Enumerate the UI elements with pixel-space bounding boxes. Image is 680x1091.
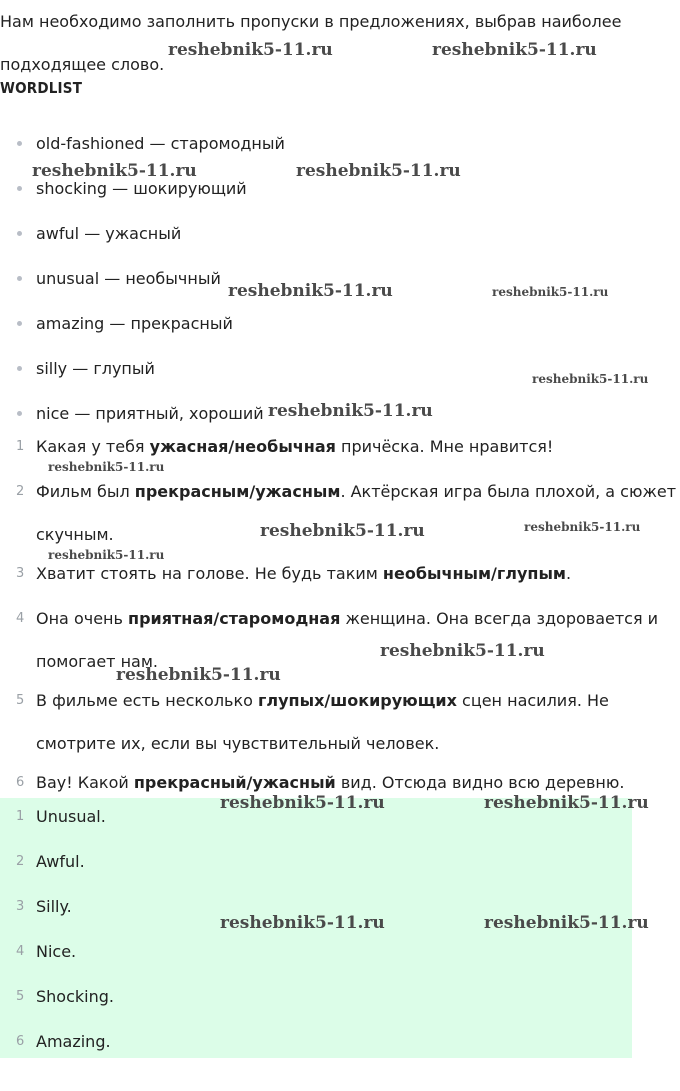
watermark: reshebnik5-11.ru [524,520,641,534]
bullet-icon [17,141,22,146]
watermark: reshebnik5-11.ru [168,40,333,60]
watermark: reshebnik5-11.ru [268,401,433,421]
sentence-text: Какая у тебя [36,437,150,456]
watermark: reshebnik5-11.ru [48,548,165,562]
sentence-number: 3 [16,566,25,581]
bullet-icon [17,276,22,281]
wordlist-item-text: silly — глупый [36,359,155,378]
wordlist-item [0,347,670,392]
answer-number: 4 [16,944,25,959]
bullet-icon [17,186,22,191]
watermark: reshebnik5-11.ru [432,40,597,60]
sentence-item [0,470,680,552]
bullet-icon [17,366,22,371]
sentence-text: Вау! Какой [36,773,134,792]
watermark: reshebnik5-11.ru [116,665,281,685]
sentence-text: вид. Отсюда видно всю деревню. [335,773,625,792]
wordlist-item-text: shocking — шокирующий [36,179,247,198]
wordlist-item-text: unusual — необычный [36,269,221,288]
sentence-number: 4 [16,611,25,626]
exercise-sentences [0,425,680,806]
intro-text: Нам необходимо заполнить пропуски в предложениях, выбрав наиболее подходящее слово. [0,12,622,74]
wordlist-item [0,122,670,167]
answer-item [0,975,680,1020]
sentence-text: В фильме есть несколько [36,691,259,710]
sentence-number: 1 [16,439,25,454]
sentence-number: 5 [16,693,25,708]
wordlist-heading: WORDLIST [0,79,83,97]
sentence-number: 2 [16,484,25,499]
wordlist-item-text: nice — приятный, хороший [36,404,264,423]
wordlist-item-text: awful — ужасный [36,224,182,243]
sentence-options: прекрасным/ужасным [134,482,341,501]
sentence-text: женщина. Она всегда здоровается и помогает нам. [36,609,659,671]
wordlist [0,122,670,437]
wordlist-item [0,302,670,347]
answer-text: Amazing. [36,1032,111,1051]
sentence-item [0,597,680,679]
watermark: reshebnik5-11.ru [484,913,649,933]
sentence-options: прекрасный/ужасный [133,773,336,792]
sentence-options: ужасная/необычная [149,437,336,456]
watermark: reshebnik5-11.ru [32,161,197,181]
sentence-item [0,425,680,470]
answers-list [0,795,680,1065]
bullet-icon [17,231,22,236]
answer-text: Awful. [36,852,85,871]
sentence-text: . Актёрская игра была плохой, а сюжет скучным. [36,482,677,544]
answer-item [0,1020,680,1065]
answer-item [0,795,680,840]
sentence-text: Она очень [36,609,129,628]
answer-item [0,930,680,975]
watermark: reshebnik5-11.ru [228,281,393,301]
watermark: reshebnik5-11.ru [532,372,649,386]
wordlist-item [0,257,670,302]
answer-number: 3 [16,899,25,914]
answer-number: 6 [16,1034,25,1049]
answer-item [0,885,680,930]
watermark: reshebnik5-11.ru [484,793,649,813]
answer-item [0,840,680,885]
wordlist-item [0,212,670,257]
sentence-item [0,552,680,597]
bullet-icon [17,411,22,416]
watermark: reshebnik5-11.ru [220,793,385,813]
bullet-icon [17,321,22,326]
watermark: reshebnik5-11.ru [492,285,609,299]
wordlist-item-text: old-fashioned — старомодный [36,134,285,153]
answer-text: Shocking. [36,987,114,1006]
watermark: reshebnik5-11.ru [380,641,545,661]
wordlist-item [0,167,670,212]
sentence-number: 6 [16,775,25,790]
sentence-item [0,679,680,761]
sentence-text: . [566,564,572,583]
watermark: reshebnik5-11.ru [260,521,425,541]
sentence-text: Фильм был [36,482,135,501]
answer-text: Unusual. [36,807,106,826]
watermark: reshebnik5-11.ru [296,161,461,181]
answer-number: 1 [16,809,25,824]
wordlist-item-text: amazing — прекрасный [36,314,233,333]
sentence-text: причёска. Мне нравится! [335,437,554,456]
sentence-options: приятная/старомодная [128,609,341,628]
answer-number: 2 [16,854,25,869]
watermark: reshebnik5-11.ru [220,913,385,933]
sentence-text: сцен насилия. Не смотрите их, если вы чувствительный человек. [36,691,609,753]
sentence-text: Хватит стоять на голове. Не будь таким [36,564,383,583]
sentence-options: глупых/шокирующих [258,691,457,710]
answer-number: 5 [16,989,25,1004]
sentence-options: необычным/глупым [382,564,566,583]
answer-text: Nice. [36,942,77,961]
answer-text: Silly. [36,897,72,916]
watermark: reshebnik5-11.ru [48,460,165,474]
